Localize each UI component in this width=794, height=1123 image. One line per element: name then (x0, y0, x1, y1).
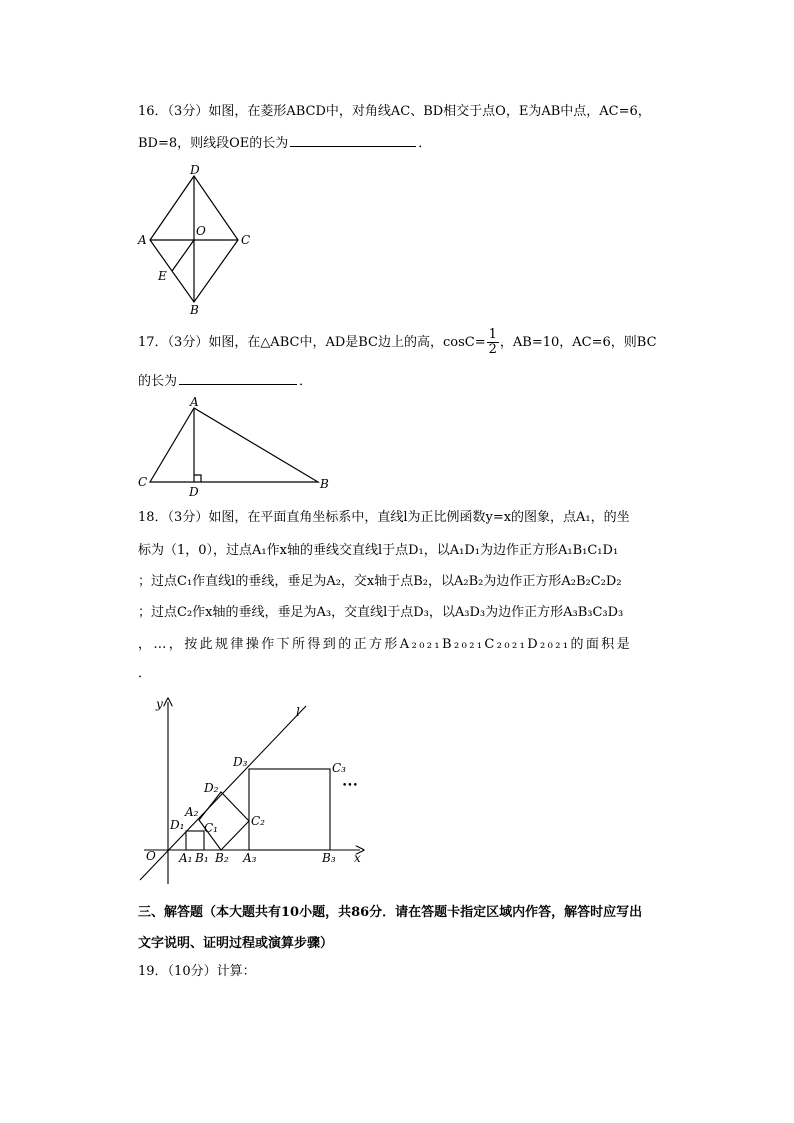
label-d3: D₃ (233, 755, 248, 769)
label-b: B (190, 303, 199, 317)
q16-answer-blank (290, 134, 416, 147)
q16-line-2 (138, 134, 431, 154)
label-a: A (190, 395, 199, 409)
q17-line-1-tail: ，AB=10，AC=6，则BC (499, 335, 657, 350)
q16-rhombus-figure (130, 162, 260, 317)
label-l: l (296, 705, 300, 719)
label-o: O (146, 849, 156, 863)
label-y: y (156, 697, 163, 711)
label-c: C (241, 233, 251, 247)
q17-line-1-text: 17．（3分）如图，在△ABC中，AD是BC边上的高，cosC= (138, 335, 486, 350)
label-a3: A₃ (243, 851, 257, 865)
q17-line-2-text: 的长为 (138, 374, 178, 389)
q19-line-1: 19．（10分）计算： (138, 964, 256, 979)
q17-line-2 (138, 372, 312, 392)
label-b2: B₂ (215, 851, 229, 865)
label-a2: A₂ (185, 805, 199, 819)
q18-line-6: ． (138, 666, 152, 681)
q18-coordinate-figure (138, 692, 378, 892)
q16-line-2-end: ． (418, 136, 432, 151)
square-3 (249, 769, 330, 850)
triangle-abc (150, 408, 318, 482)
q17-fraction (487, 328, 499, 357)
q17-triangle-figure (132, 394, 332, 498)
right-angle-mark (194, 475, 201, 482)
label-x: x (354, 851, 361, 865)
q17-line-2-end: ． (299, 374, 313, 389)
label-e: E (158, 269, 167, 283)
label-c2: C₂ (251, 814, 265, 828)
label-c: C (138, 475, 148, 489)
q18-line-1: 18．（3分）如图，在平面直角坐标系中，直线l为正比例函数y=x的图象，点A₁，的坐 (138, 510, 630, 525)
label-b: B (320, 477, 329, 491)
label-d: D (190, 163, 200, 177)
q18-line-5: ，…，按此规律操作下所得到的正方形A₂₀₂₁B₂₀₂₁C₂₀₂₁D₂₀₂₁的面积是 (138, 637, 633, 652)
label-c1: C₁ (204, 821, 218, 835)
square-1 (186, 831, 204, 850)
label-d: D (189, 485, 199, 498)
label-d1: D₁ (170, 818, 185, 832)
label-a: A (138, 233, 147, 247)
q16-line-2-text: BD=8，则线段OE的长为 (138, 136, 289, 151)
label-o: O (196, 224, 206, 238)
q18-line-3: ；过点C₁作直线l的垂线，垂足为A₂，交x轴于点B₂，以A₂B₂为边作正方形A₂B₂C₂D₂ (138, 574, 622, 589)
ellipsis-dots: ••• (342, 781, 358, 791)
label-d2: D₂ (204, 781, 219, 795)
q17-answer-blank (179, 372, 297, 385)
fraction-numerator: 1 (488, 327, 497, 342)
section-3-heading-line-1: 三、解答题（本大题共有10小题，共86分．请在答题卡指定区域内作答，解答时应写出 (138, 905, 643, 920)
q17-line-1 (138, 326, 657, 360)
label-b1: B₁ (195, 851, 209, 865)
fraction-denominator: 2 (488, 342, 497, 357)
segment-oe (172, 240, 194, 271)
q18-line-2: 标为（1，0），过点A₁作x轴的垂线交直线l于点D₁，以A₁D₁为边作正方形A₁B₁C₁D₁ (138, 543, 619, 558)
label-c3: C₃ (332, 761, 346, 775)
q16-line-1: 16．（3分）如图，在菱形ABCD中，对角线AC、BD相交于点O，E为AB中点，AC=6， (138, 104, 651, 119)
section-3-heading-line-2: 文字说明、证明过程或演算步骤） (138, 936, 334, 951)
label-a1: A₁ (179, 851, 193, 865)
label-b3: B₃ (322, 851, 336, 865)
q18-line-4: ；过点C₂作x轴的垂线，垂足为A₃，交直线l于点D₃，以A₃D₃为边作正方形A₃B₃C₃D₃ (138, 605, 624, 620)
